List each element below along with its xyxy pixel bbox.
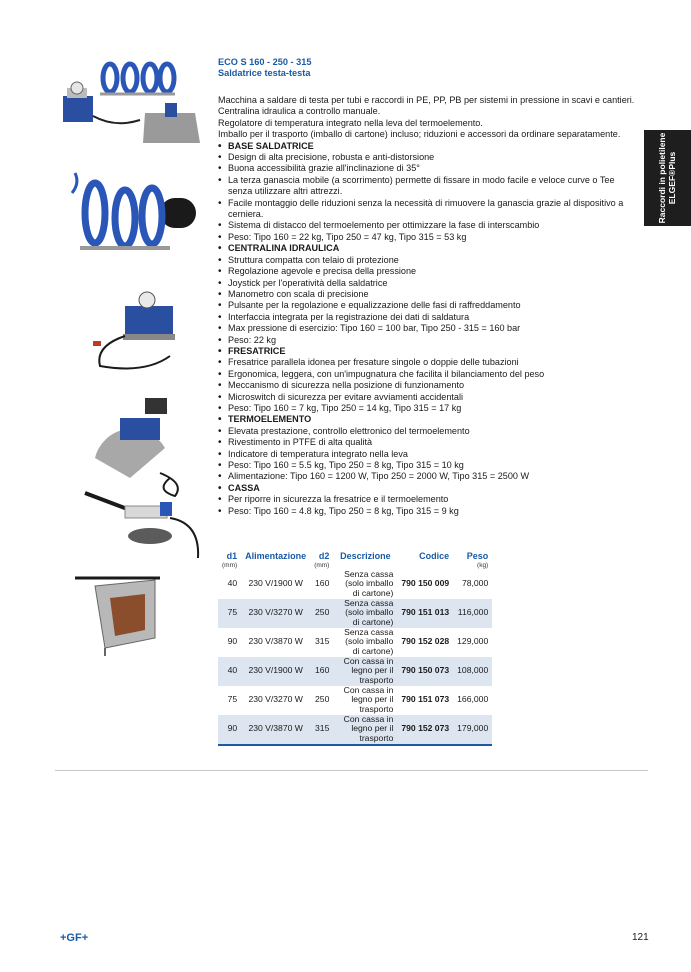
cell-descrizione: Senza cassa (solo imballo di cartone): [344, 626, 394, 656]
feature-list: [218, 141, 638, 517]
feature-item: • Peso: Tipo 160 = 22 kg, Tipo 250 = 47 kg, Tipo 315 = 53 kg: [218, 232, 638, 243]
table-row: [218, 657, 492, 686]
cell-codice: 790 150 073: [397, 657, 453, 686]
cell-descrizione: Senza cassa (solo imballo di cartone): [333, 599, 397, 628]
cell-descrizione: Senza cassa (solo imballo di cartone): [344, 568, 394, 598]
column-header-d1: d1: [226, 551, 238, 561]
cell-codice: 790 152 073: [397, 715, 453, 745]
unit-d1: (mm): [222, 561, 238, 569]
feature-item: • Peso: Tipo 160 = 5.5 kg, Tipo 250 = 8 kg, Tipo 315 = 10 kg: [218, 460, 638, 471]
table-row: [218, 686, 492, 715]
cell-d2: 160: [315, 578, 330, 589]
cell-descrizione: Con cassa in legno per il trasporto: [343, 684, 394, 714]
feature-item: • Joystick per l'operatività della saldatrice: [218, 278, 638, 289]
side-tab: [644, 130, 691, 226]
unit-peso: (kg): [477, 561, 489, 569]
feature-item: • Alimentazione: Tipo 160 = 1200 W, Tipo 250 = 2000 W, Tipo 315 = 2500 W: [218, 471, 638, 482]
product-description: [218, 57, 638, 517]
welding-machine-photo: [55, 58, 205, 148]
page-number: 121: [632, 932, 649, 943]
cell-d1: 90: [227, 636, 238, 647]
column-header-peso: Peso: [466, 551, 489, 561]
table-row: [218, 570, 492, 599]
feature-item: • Ergonomica, leggera, con un'impugnatura che facilita il bilanciamento del peso: [218, 369, 638, 380]
column-header-descrizione: Descrizione: [340, 551, 391, 561]
feature-item: • Pulsante per la regolazione e equalizzazione delle fasi di raffreddamento: [218, 300, 638, 311]
table-header-row: [218, 552, 492, 562]
machine-base-photo: [60, 168, 200, 263]
cell-alimentazione: 230 V/1900 W: [241, 657, 310, 686]
cell-d2: 315: [310, 715, 333, 745]
feature-item: • Facile montaggio delle riduzioni senza la necessità di rimuovere la ganascia grazie al dispositivo a cerniera.: [218, 198, 638, 221]
intro-paragraph: Centralina idraulica a controllo manuale.: [218, 106, 381, 117]
feature-item: • Peso: Tipo 160 = 4.8 kg, Tipo 250 = 8 kg, Tipo 315 = 9 kg: [218, 506, 638, 517]
cell-alimentazione: 230 V/3270 W: [241, 599, 310, 628]
feature-item: • Indicatore di temperatura integrato nella leva: [218, 449, 638, 460]
cell-d1: 90: [218, 715, 241, 745]
feature-item: • Peso: 22 kg: [218, 335, 638, 346]
cell-descrizione: Con cassa in legno per il trasporto: [333, 657, 397, 686]
cell-codice: 790 151 073: [401, 694, 450, 705]
feature-item: • Rivestimento in PTFE di alta qualità: [218, 437, 638, 448]
cell-alimentazione: 230 V/3270 W: [248, 694, 303, 705]
feature-item: • Regolazione agevole e precisa della pressione: [218, 266, 638, 277]
table-row: [218, 715, 492, 745]
cell-d2: 250: [315, 694, 330, 705]
cell-codice: 790 150 009: [401, 578, 450, 589]
cell-peso: 78,000: [461, 578, 489, 589]
storage-case-photo: [70, 568, 180, 658]
cell-d1: 40: [227, 578, 238, 589]
feature-item: • Per riporre in sicurezza la fresatrice e il termoelemento: [218, 494, 638, 505]
table-row: [218, 599, 492, 628]
intro-paragraph: Imballo per il trasporto (imballo di cartone) incluso; riduzioni e accessori da ordinare separatamente.: [218, 129, 621, 140]
cell-peso: 166,000: [457, 694, 489, 705]
feature-item: • Design di alta precisione, robusta e anti-distorsione: [218, 152, 638, 163]
cell-d1: 75: [218, 599, 241, 628]
intro-paragraph: Regolatore di temperatura integrato nella leva del termoelemento.: [218, 117, 483, 128]
unit-codice: [397, 562, 453, 570]
feature-item: • Sistema di distacco del termoelemento per ottimizzare la fase di interscambio: [218, 220, 638, 231]
intro-paragraph: Macchina a saldare di testa per tubi e raccordi in PE, PP, PB per sistemi in pressione in scavi e cantieri.: [218, 95, 635, 105]
cell-d1: 75: [227, 694, 238, 705]
feature-item: • Max pressione di esercizio: Tipo 160 = 100 bar, Tipo 250 - 315 = 160 bar: [218, 323, 638, 334]
side-tab-line2: ELGEF®Plus: [667, 151, 677, 205]
column-header-alimentazione: Alimentazione: [245, 551, 307, 561]
gf-logo: +GF+: [60, 932, 89, 944]
feature-item: • Buona accessibilità grazie all'inclinazione di 35°: [218, 163, 638, 174]
feature-heading: • CENTRALINA IDRAULICA: [218, 243, 638, 254]
unit-alimentazione: [241, 562, 310, 570]
cell-peso: 179,000: [453, 715, 492, 745]
table-row: [218, 628, 492, 657]
unit-d2: (mm): [314, 561, 330, 569]
cell-d2: 160: [310, 657, 333, 686]
column-header-codice: Codice: [419, 551, 450, 561]
product-subtitle: Saldatrice testa-testa: [218, 68, 311, 78]
product-table: [218, 552, 492, 746]
cell-d1: 40: [218, 657, 241, 686]
feature-item: • Manometro con scala di precisione: [218, 289, 638, 300]
hydraulic-unit-photo: [85, 286, 195, 376]
heating-element-photo: [80, 488, 210, 563]
cell-d2: 315: [315, 636, 330, 647]
feature-heading: • BASE SALDATRICE: [218, 141, 638, 152]
column-header-d2: d2: [318, 551, 330, 561]
feature-item: • Fresatrice parallela idonea per fresature singole o doppie delle tubazioni: [218, 357, 638, 368]
cell-peso: 116,000: [453, 599, 492, 628]
cell-peso: 129,000: [457, 636, 489, 647]
feature-item: • Microswitch di sicurezza per evitare avviamenti accidentali: [218, 392, 638, 403]
cell-codice: 790 151 013: [397, 599, 453, 628]
product-title: ECO S 160 - 250 - 315: [218, 57, 312, 67]
cell-peso: 108,000: [453, 657, 492, 686]
side-tab-line1: Raccordi in polietilene: [657, 132, 667, 224]
feature-heading: • CASSA: [218, 483, 638, 494]
cell-alimentazione: 230 V/3870 W: [248, 636, 303, 647]
feature-heading: • TERMOELEMENTO: [218, 414, 638, 425]
feature-item: • La terza ganascia mobile (a scorrimento) permette di fissare in modo facile e veloce curve o Tee senza utilizzare altri attrezzi.: [218, 175, 638, 198]
cell-codice: 790 152 028: [401, 636, 450, 647]
feature-heading: • FRESATRICE: [218, 346, 638, 357]
facing-tool-photo: [85, 378, 195, 498]
feature-item: • Struttura compatta con telaio di protezione: [218, 255, 638, 266]
cell-alimentazione: 230 V/1900 W: [248, 578, 303, 589]
footer-divider: [55, 770, 648, 771]
side-tab-label: [657, 133, 677, 224]
feature-item: • Meccanismo di sicurezza nella posizione di funzionamento: [218, 380, 638, 391]
cell-alimentazione: 230 V/3870 W: [241, 715, 310, 745]
feature-item: • Peso: Tipo 160 = 7 kg, Tipo 250 = 14 kg, Tipo 315 = 17 kg: [218, 403, 638, 414]
cell-descrizione: Con cassa in legno per il trasporto: [333, 715, 397, 745]
cell-d2: 250: [310, 599, 333, 628]
feature-item: • Interfaccia integrata per la registrazione dei dati di saldatura: [218, 312, 638, 323]
feature-item: • Elevata prestazione, controllo elettronico del termoelemento: [218, 426, 638, 437]
